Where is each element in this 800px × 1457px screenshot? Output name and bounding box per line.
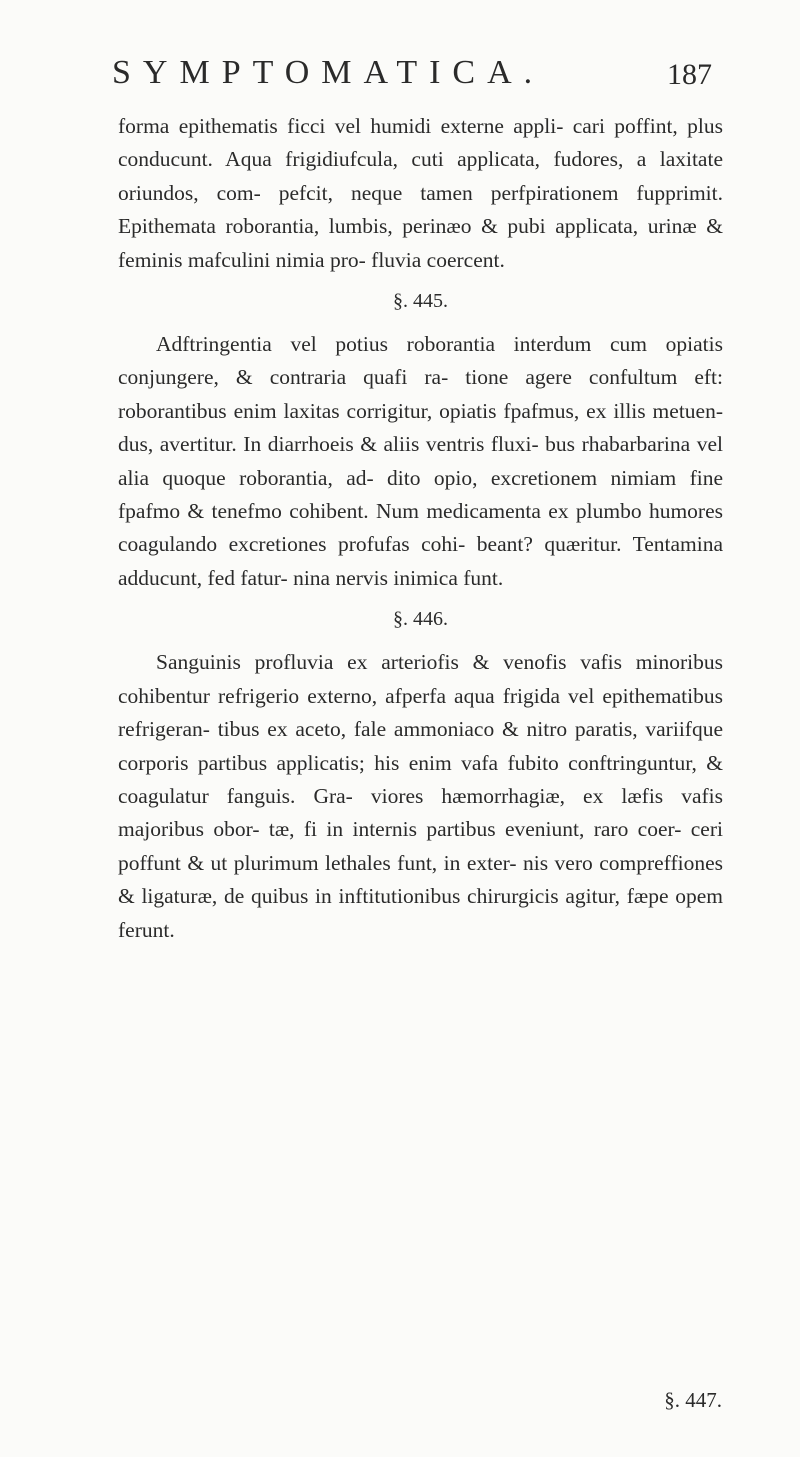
paragraph-epithemata: forma epithematis ficci vel humidi externe appli- cari poffint, plus conducunt. Aqua frigidiufcula, cuti applicata, fudores, a laxitate oriundos, com- pefcit, neque tamen perfpirationem fupprimit. Epithemata roborantia, lumbis, perinæo & pubi applicata, urinæ & feminis mafculini nimia pro- fluvia coercent. bbox=[118, 114, 723, 272]
body-text bbox=[118, 110, 723, 947]
paragraph-adstringentia: Adftringentia vel potius roborantia interdum cum opiatis conjungere, & contraria quafi ra- tione agere confultum eft: roborantibus enim laxitas corrigitur, opiatis fpafmus, ex illis metuen- dus, avertitur. In diarrhoeis & aliis ventris fluxi- bus rhabarbarina vel alia quoque roborantia, ad- dito opio, excretionem nimiam fine fpafmo & tenefmo cohibent. Num medicamenta ex plumbo humores coagulando excretiones profufas cohi- beant? quæritur. Tentamina adducunt, fed fatur- nina nervis inimica funt. bbox=[118, 332, 723, 590]
paragraph-sanguinis-profluvia: Sanguinis profluvia ex arteriofis & venofis vafis minoribus cohibentur refrigerio externo, afperfa aqua frigida vel epithematibus refrigeran- tibus ex aceto, fale ammoniaco & nitro paratis, variifque corporis partibus applicatis; his enim vafa fubito conftringuntur, & coagulatur fanguis. Gra- viores hæmorrhagiæ, ex læfis vafis majoribus obor- tæ, fi in internis partibus eveniunt, raro coer- ceri poffunt & ut plurimum lethales funt, in exter- nis vero compreffiones & ligaturæ, de quibus in inftitutionibus chirurgicis agitur, fæpe opem ferunt. bbox=[118, 650, 723, 942]
section-number-445: §. 445. bbox=[393, 290, 448, 313]
running-title: SYMPTOMATICA. bbox=[112, 54, 545, 91]
catchword: §. 447. bbox=[664, 1388, 722, 1412]
page-number: 187 bbox=[667, 58, 712, 91]
running-head bbox=[112, 48, 712, 98]
section-number-446: §. 446. bbox=[393, 608, 448, 631]
